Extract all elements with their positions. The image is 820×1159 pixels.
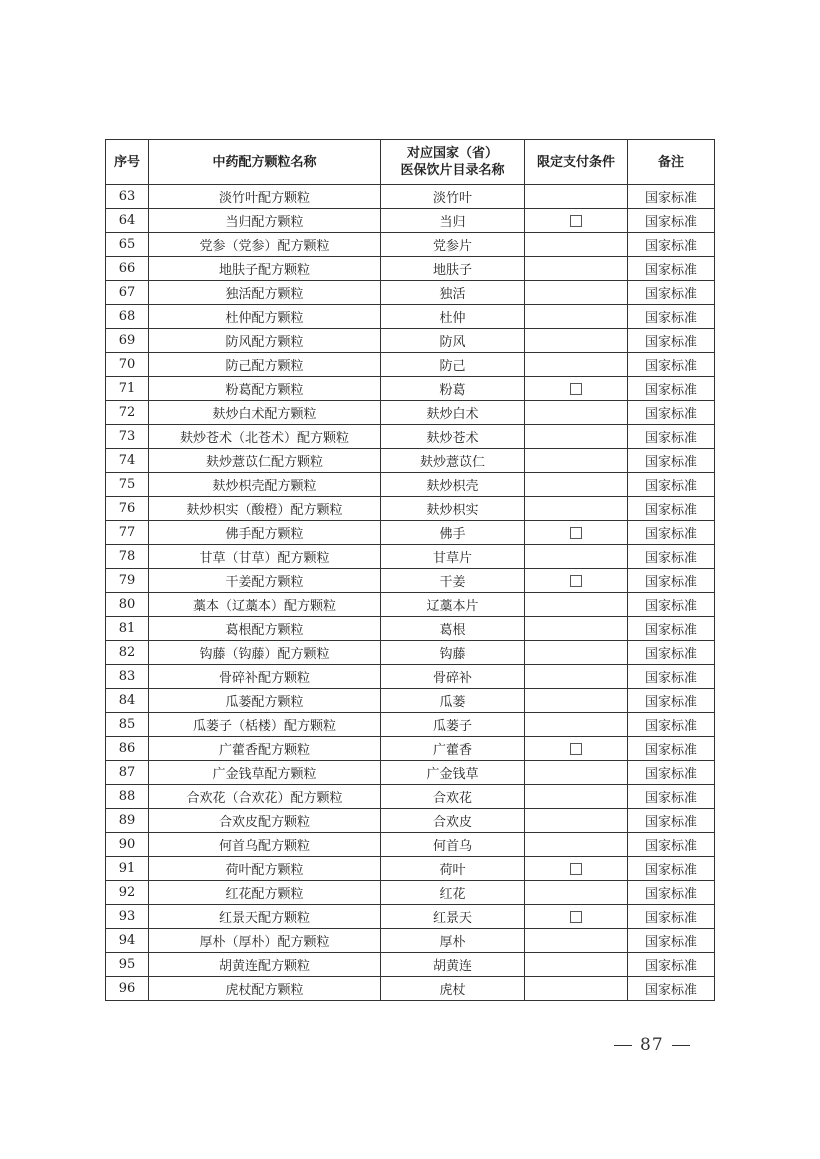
- row-catalog: 麸炒枳实: [381, 497, 525, 521]
- table-row: [106, 737, 715, 761]
- row-note: 国家标准: [628, 329, 715, 353]
- row-note: 国家标准: [628, 233, 715, 257]
- row-no: 78: [106, 545, 149, 569]
- row-catalog: 防己: [381, 353, 525, 377]
- table-row: [106, 593, 715, 617]
- row-note: 国家标准: [628, 881, 715, 905]
- row-name: 地肤子配方颗粒: [149, 257, 381, 281]
- row-condition: [525, 569, 628, 593]
- row-note: 国家标准: [628, 401, 715, 425]
- row-catalog: 佛手: [381, 521, 525, 545]
- table-row: [106, 569, 715, 593]
- table-row: [106, 545, 715, 569]
- row-no: 65: [106, 233, 149, 257]
- table-row: [106, 185, 715, 209]
- row-no: 89: [106, 809, 149, 833]
- table-row: [106, 353, 715, 377]
- table-row: [106, 833, 715, 857]
- row-note: 国家标准: [628, 425, 715, 449]
- granule-table: [105, 139, 715, 1001]
- row-condition: [525, 737, 628, 761]
- row-condition: [525, 425, 628, 449]
- row-catalog: 粉葛: [381, 377, 525, 401]
- row-catalog: 厚朴: [381, 929, 525, 953]
- row-condition: [525, 449, 628, 473]
- header-catalog-line1: 对应国家（省）: [406, 146, 498, 161]
- row-note: 国家标准: [628, 833, 715, 857]
- table-row: [106, 713, 715, 737]
- row-condition: [525, 353, 628, 377]
- row-note: 国家标准: [628, 617, 715, 641]
- restriction-checkbox-icon: [570, 215, 582, 227]
- row-name: 麸炒枳实（酸橙）配方颗粒: [149, 497, 381, 521]
- row-note: 国家标准: [628, 953, 715, 977]
- row-condition: [525, 761, 628, 785]
- row-condition: [525, 497, 628, 521]
- table-row: [106, 953, 715, 977]
- table-row: [106, 281, 715, 305]
- row-name: 红景天配方颗粒: [149, 905, 381, 929]
- row-condition: [525, 713, 628, 737]
- row-note: 国家标准: [628, 449, 715, 473]
- row-name: 党参（党参）配方颗粒: [149, 233, 381, 257]
- row-no: 83: [106, 665, 149, 689]
- row-condition: [525, 281, 628, 305]
- table-row: [106, 305, 715, 329]
- row-catalog: 骨碎补: [381, 665, 525, 689]
- page-number-value: 87: [640, 1035, 664, 1055]
- table-row: [106, 809, 715, 833]
- row-note: 国家标准: [628, 905, 715, 929]
- row-condition: [525, 785, 628, 809]
- row-condition: [525, 905, 628, 929]
- row-note: 国家标准: [628, 665, 715, 689]
- row-note: 国家标准: [628, 737, 715, 761]
- row-name: 杜仲配方颗粒: [149, 305, 381, 329]
- row-catalog: 葛根: [381, 617, 525, 641]
- row-condition: [525, 377, 628, 401]
- row-no: 69: [106, 329, 149, 353]
- row-name: 麸炒薏苡仁配方颗粒: [149, 449, 381, 473]
- table-row: [106, 329, 715, 353]
- row-note: 国家标准: [628, 521, 715, 545]
- row-condition: [525, 617, 628, 641]
- restriction-checkbox-icon: [570, 911, 582, 923]
- row-no: 94: [106, 929, 149, 953]
- row-name: 防风配方颗粒: [149, 329, 381, 353]
- row-name: 骨碎补配方颗粒: [149, 665, 381, 689]
- row-no: 67: [106, 281, 149, 305]
- row-note: 国家标准: [628, 689, 715, 713]
- table-row: [106, 257, 715, 281]
- row-name: 干姜配方颗粒: [149, 569, 381, 593]
- row-no: 75: [106, 473, 149, 497]
- table-row: [106, 857, 715, 881]
- row-catalog: 地肤子: [381, 257, 525, 281]
- row-no: 80: [106, 593, 149, 617]
- table-row: [106, 785, 715, 809]
- row-no: 87: [106, 761, 149, 785]
- table-row: [106, 641, 715, 665]
- row-condition: [525, 257, 628, 281]
- row-name: 虎杖配方颗粒: [149, 977, 381, 1001]
- table-row: [106, 881, 715, 905]
- row-note: 国家标准: [628, 977, 715, 1001]
- row-name: 合欢皮配方颗粒: [149, 809, 381, 833]
- row-note: 国家标准: [628, 641, 715, 665]
- granule-list-sheet: [105, 139, 714, 1001]
- row-catalog: 红景天: [381, 905, 525, 929]
- row-no: 79: [106, 569, 149, 593]
- page-number: [606, 1035, 706, 1055]
- row-note: 国家标准: [628, 785, 715, 809]
- row-note: 国家标准: [628, 857, 715, 881]
- row-name: 独活配方颗粒: [149, 281, 381, 305]
- row-catalog: 合欢花: [381, 785, 525, 809]
- row-note: 国家标准: [628, 281, 715, 305]
- row-note: 国家标准: [628, 929, 715, 953]
- restriction-checkbox-icon: [570, 527, 582, 539]
- row-catalog: 荷叶: [381, 857, 525, 881]
- row-name: 红花配方颗粒: [149, 881, 381, 905]
- row-catalog: 淡竹叶: [381, 185, 525, 209]
- row-no: 82: [106, 641, 149, 665]
- table-row: [106, 977, 715, 1001]
- row-note: 国家标准: [628, 353, 715, 377]
- row-condition: [525, 545, 628, 569]
- row-note: 国家标准: [628, 185, 715, 209]
- row-name: 合欢花（合欢花）配方颗粒: [149, 785, 381, 809]
- row-condition: [525, 209, 628, 233]
- header-catalog: [381, 140, 525, 185]
- row-condition: [525, 881, 628, 905]
- row-catalog: 干姜: [381, 569, 525, 593]
- row-no: 70: [106, 353, 149, 377]
- restriction-checkbox-icon: [570, 575, 582, 587]
- table-row: [106, 209, 715, 233]
- header-condition: 限定支付条件: [525, 140, 628, 185]
- row-condition: [525, 929, 628, 953]
- row-name: 藁本（辽藁本）配方颗粒: [149, 593, 381, 617]
- table-header: [106, 140, 715, 185]
- row-no: 66: [106, 257, 149, 281]
- row-catalog: 广金钱草: [381, 761, 525, 785]
- row-note: 国家标准: [628, 497, 715, 521]
- row-name: 葛根配方颗粒: [149, 617, 381, 641]
- row-name: 何首乌配方颗粒: [149, 833, 381, 857]
- row-name: 广金钱草配方颗粒: [149, 761, 381, 785]
- row-condition: [525, 833, 628, 857]
- row-catalog: 麸炒薏苡仁: [381, 449, 525, 473]
- row-condition: [525, 689, 628, 713]
- row-catalog: 合欢皮: [381, 809, 525, 833]
- row-note: 国家标准: [628, 761, 715, 785]
- row-note: 国家标准: [628, 257, 715, 281]
- row-name: 淡竹叶配方颗粒: [149, 185, 381, 209]
- row-no: 95: [106, 953, 149, 977]
- row-catalog: 瓜蒌: [381, 689, 525, 713]
- row-condition: [525, 401, 628, 425]
- row-catalog: 麸炒白术: [381, 401, 525, 425]
- row-no: 73: [106, 425, 149, 449]
- table-row: [106, 929, 715, 953]
- row-catalog: 甘草片: [381, 545, 525, 569]
- row-note: 国家标准: [628, 713, 715, 737]
- restriction-checkbox-icon: [570, 743, 582, 755]
- row-name: 当归配方颗粒: [149, 209, 381, 233]
- table-row: [106, 521, 715, 545]
- row-catalog: 独活: [381, 281, 525, 305]
- row-name: 钩藤（钩藤）配方颗粒: [149, 641, 381, 665]
- table-row: [106, 905, 715, 929]
- restriction-checkbox-icon: [570, 863, 582, 875]
- page-dash-right: [672, 1045, 690, 1046]
- row-note: 国家标准: [628, 377, 715, 401]
- row-no: 93: [106, 905, 149, 929]
- row-catalog: 胡黄连: [381, 953, 525, 977]
- row-no: 92: [106, 881, 149, 905]
- row-no: 74: [106, 449, 149, 473]
- table-row: [106, 473, 715, 497]
- header-note: 备注: [628, 140, 715, 185]
- row-condition: [525, 329, 628, 353]
- page-dash-left: [614, 1045, 632, 1046]
- row-no: 72: [106, 401, 149, 425]
- table-row: [106, 425, 715, 449]
- row-name: 粉葛配方颗粒: [149, 377, 381, 401]
- row-condition: [525, 521, 628, 545]
- row-no: 84: [106, 689, 149, 713]
- row-condition: [525, 809, 628, 833]
- row-no: 76: [106, 497, 149, 521]
- row-condition: [525, 185, 628, 209]
- row-note: 国家标准: [628, 545, 715, 569]
- table-body: [106, 185, 715, 1001]
- header-catalog-line2: 医保饮片目录名称: [400, 163, 505, 178]
- row-no: 90: [106, 833, 149, 857]
- header-name: 中药配方颗粒名称: [149, 140, 381, 185]
- row-catalog: 麸炒枳壳: [381, 473, 525, 497]
- row-condition: [525, 641, 628, 665]
- row-note: 国家标准: [628, 593, 715, 617]
- row-no: 86: [106, 737, 149, 761]
- row-no: 81: [106, 617, 149, 641]
- table-row: [106, 665, 715, 689]
- row-catalog: 钩藤: [381, 641, 525, 665]
- row-condition: [525, 233, 628, 257]
- row-note: 国家标准: [628, 209, 715, 233]
- row-name: 麸炒白术配方颗粒: [149, 401, 381, 425]
- header-no: 序号: [106, 140, 149, 185]
- row-note: 国家标准: [628, 809, 715, 833]
- row-no: 64: [106, 209, 149, 233]
- row-condition: [525, 857, 628, 881]
- row-no: 63: [106, 185, 149, 209]
- table-row: [106, 761, 715, 785]
- row-condition: [525, 473, 628, 497]
- row-no: 88: [106, 785, 149, 809]
- row-no: 77: [106, 521, 149, 545]
- row-name: 荷叶配方颗粒: [149, 857, 381, 881]
- restriction-checkbox-icon: [570, 383, 582, 395]
- row-catalog: 麸炒苍术: [381, 425, 525, 449]
- row-name: 厚朴（厚朴）配方颗粒: [149, 929, 381, 953]
- row-condition: [525, 665, 628, 689]
- row-catalog: 当归: [381, 209, 525, 233]
- row-name: 防己配方颗粒: [149, 353, 381, 377]
- row-name: 甘草（甘草）配方颗粒: [149, 545, 381, 569]
- table-row: [106, 377, 715, 401]
- row-note: 国家标准: [628, 473, 715, 497]
- row-catalog: 瓜蒌子: [381, 713, 525, 737]
- row-name: 瓜蒌配方颗粒: [149, 689, 381, 713]
- row-catalog: 红花: [381, 881, 525, 905]
- row-condition: [525, 977, 628, 1001]
- row-name: 广藿香配方颗粒: [149, 737, 381, 761]
- row-name: 瓜蒌子（栝楼）配方颗粒: [149, 713, 381, 737]
- row-condition: [525, 953, 628, 977]
- row-no: 96: [106, 977, 149, 1001]
- row-catalog: 防风: [381, 329, 525, 353]
- row-catalog: 杜仲: [381, 305, 525, 329]
- row-catalog: 何首乌: [381, 833, 525, 857]
- table-row: [106, 233, 715, 257]
- table-row: [106, 449, 715, 473]
- row-no: 85: [106, 713, 149, 737]
- row-note: 国家标准: [628, 305, 715, 329]
- row-catalog: 广藿香: [381, 737, 525, 761]
- table-row: [106, 401, 715, 425]
- row-no: 71: [106, 377, 149, 401]
- row-catalog: 辽藁本片: [381, 593, 525, 617]
- row-no: 68: [106, 305, 149, 329]
- table-row: [106, 617, 715, 641]
- table-row: [106, 689, 715, 713]
- row-name: 胡黄连配方颗粒: [149, 953, 381, 977]
- row-condition: [525, 305, 628, 329]
- row-catalog: 党参片: [381, 233, 525, 257]
- row-name: 麸炒枳壳配方颗粒: [149, 473, 381, 497]
- header-row: [106, 140, 715, 185]
- row-name: 佛手配方颗粒: [149, 521, 381, 545]
- row-note: 国家标准: [628, 569, 715, 593]
- row-no: 91: [106, 857, 149, 881]
- row-condition: [525, 593, 628, 617]
- row-catalog: 虎杖: [381, 977, 525, 1001]
- row-name: 麸炒苍术（北苍术）配方颗粒: [149, 425, 381, 449]
- table-row: [106, 497, 715, 521]
